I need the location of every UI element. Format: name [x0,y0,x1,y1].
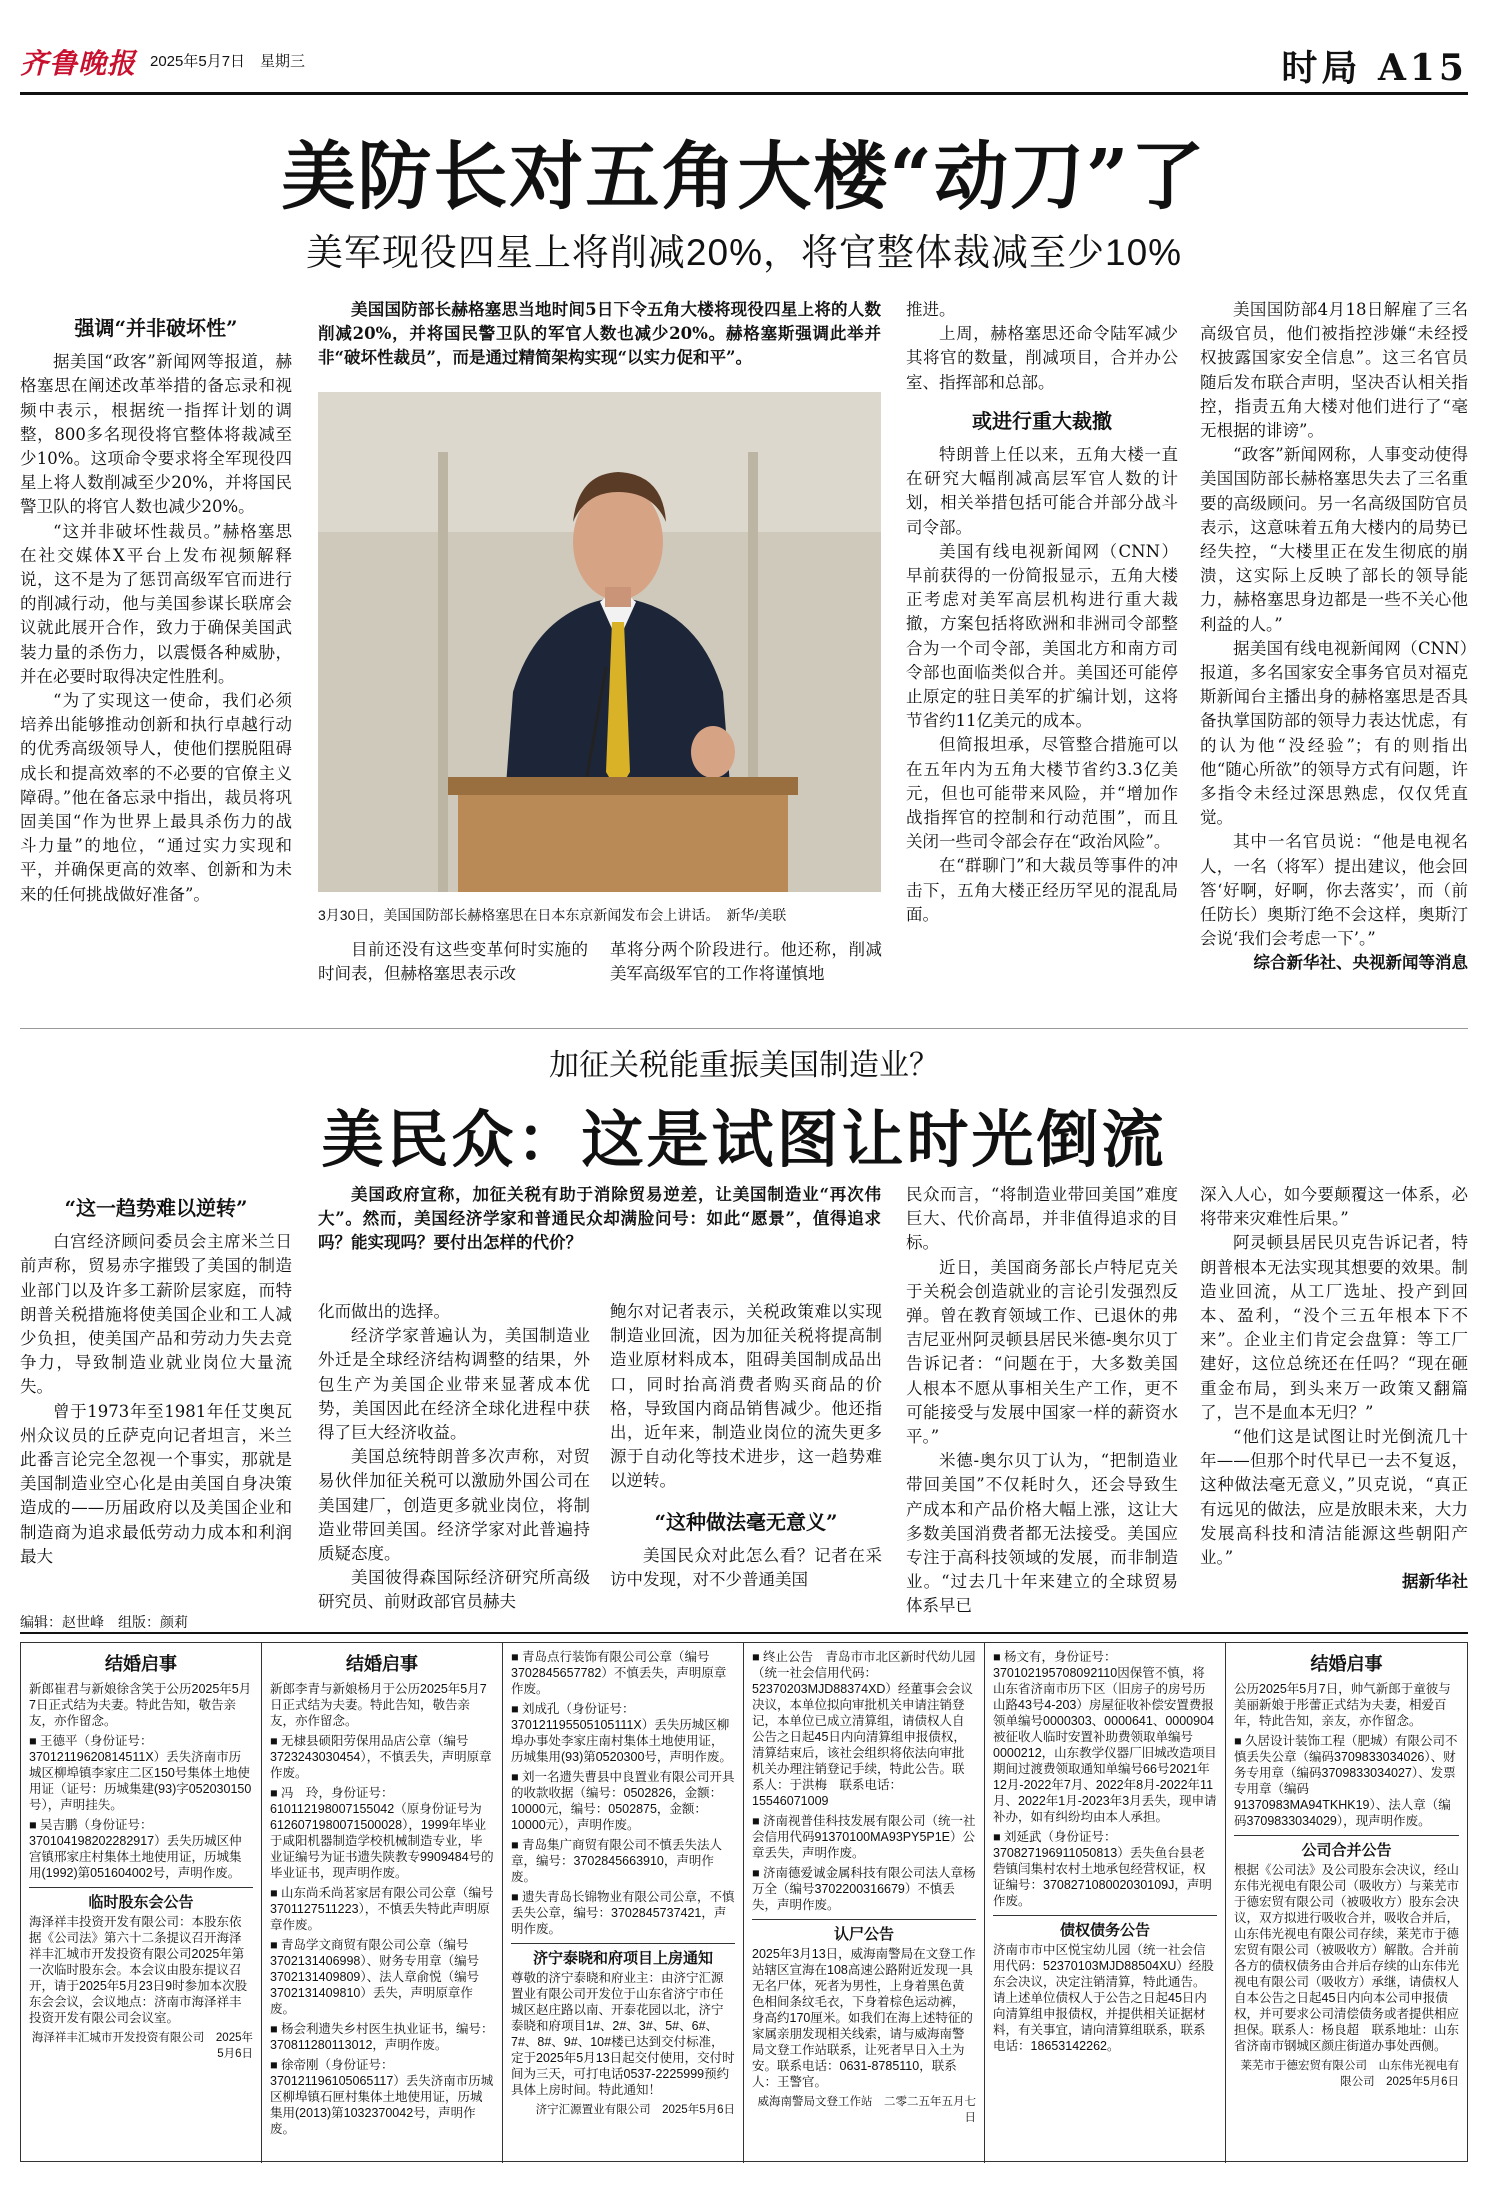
ad-item: ■ 终止公告 青岛市市北区新时代幼儿园（统一社会信用代码：52370203MJD88374XD）经董事会会议决议，本单位拟向审批机关申请注销登记，本单位已成立清算组，请债权人自公告之日起45日内向清算组申报债权，清算结束后，该社会组织将依法向审批机关办理注销登记手续，特此公告。联系人：于洪梅 联系电话：15546071009 [752,1650,976,1808]
ad-item: ■ 遗失青岛长锦物业有限公司公章，不慎丢失公章，编号：3702845737421，声明作废。 [511,1890,735,1936]
ad-title: 结婚启事 [1310,1654,1383,1675]
ad-item: ■ 山东尚禾尚茗家居有限公司公章（编号3701127511223），不慎丢失特此声明原章作废。 [270,1886,494,1932]
ad-signature: 济宁汇源置业有限公司 2025年5月6日 [535,2104,735,2116]
story2-headline: 美民众：这是试图让时光倒流 [321,1103,1167,1176]
editor-line: 编辑：赵世峰 组版：颜莉 [20,1614,188,1630]
ad-item: ■ 青岛学文商贸有限公司公章（编号3702131406998）、财务专用章（编号3702131409809）、法人章俞悦（编号3702131409810）丢失，声明原章作废。 [270,1938,480,2016]
ad-column-3 [503,1643,744,2163]
section-label: 时局 A15 [1281,47,1468,89]
story1-subheadline: 美军现役四星上将削减20%，将官整体裁减至少10% [305,232,1183,273]
paragraph: 革将分两个阶段进行。他还称，削减美军高级军官的工作将谨慎地 [610,940,882,984]
ad-signature: 莱芜市于德宏贸有限公司 山东伟光视电有限公司 2025年5月6日 [1240,2060,1459,2088]
ad-item: ■ 刘一名遗失曹县中良置业有限公司开具的收款收据（编号：0502826，金额：10000元，编号：0502875，金额：10000元），声明作废。 [511,1770,735,1832]
paragraph: 但简报坦承，尽管整合措施可以在五年内为五角大楼节省约3.3亿美元，但也可能带来风险，并“增加作战指挥官的控制和行动范围”，而且关闭一些司令部会存在“政治风险”。 [906,735,1178,852]
story1-column-4 [906,298,1178,927]
ad-item: ■ 杨会利遗失乡村医生执业证书，编号：370811280113012，声明作废。 [270,2022,494,2052]
ad-text: 新郎李青与新娘杨月于公历2025年5月7日正式结为夫妻。特此告知，敬告亲友，亦作留念。 [270,1682,487,1728]
paragraph: 米德-奥尔贝丁认为，“把制造业带回美国”不仅耗时久，还会导致生产成本和产品价格大幅上涨，这让大多数美国消费者都无法接受。美国应专注于高科技领域的发展，而非制造业。“过去几十年来建立的全球贸易体系早已 [906,1451,1178,1616]
paragraph: 美国彼得森国际经济研究所高级研究员、前财政部官员赫夫 [318,1568,590,1612]
paragraph: 据美国有线电视新闻网（CNN）报道，多名国家安全事务官员对福克斯新闻台主播出身的赫格塞思是否具备执掌国防部的领导力表达忧虑，有的认为他“没经验”；有的则指出他“随心所欲”的领导方式有问题，许多指令未经过深思熟虑，仅仅凭直觉。 [1200,638,1468,828]
story2-column-5 [1200,1183,1468,1594]
story1-lead: 美国国防部长赫格塞思当地时间5日下令五角大楼将现役四星上将的人数削减20%，并将国民警卫队的军官人数也减少20%。赫格塞斯强调此举并非“破坏性裁员”，而是通过精简架构实现“以实力促和平”。 [318,300,881,368]
ad-item: ■ 冯 玲，身份证号：610112198007155042（原身份证号为6126071980071500028），1999年毕业于咸阳机器制造学校机械制造专业，毕业证编号为证书遗失陕教专9909484号的毕业证书，现声明作废。 [270,1786,494,1880]
ad-signature: 威海南警局文登工作站 二零二五年五月七日 [757,2096,976,2124]
paragraph: 白宫经济顾问委员会主席米兰日前声称，贸易赤字摧毁了美国的制造业部门以及许多工薪阶层家庭，而特朗普关税措施将使美国企业和工人减少负担，使美国产品和劳动力失去竞争力，导致制造业就业岗位大量流失。 [20,1232,292,1397]
paragraph: 在“群聊门”和大裁员等事件的冲击下，五角大楼正经历罕见的混乱局面。 [906,856,1178,924]
newspaper-logo: 齐鲁晚报 [20,47,137,80]
story1-credit: 综合新华社、央视新闻等消息 [1253,953,1468,973]
ad-title: 结婚启事 [105,1654,177,1675]
story2-column-4 [906,1183,1178,1619]
story1-col4-subhead: 或进行重大裁撤 [972,408,1112,433]
story2-column-2 [318,1300,590,1615]
ad-item: ■ 刘成孔（身份证号：370121195505105111X）丢失历城区柳埠办事处李家庄南村集体土地使用证，历城集用(93)第0520300号，声明作废。 [511,1702,732,1764]
paragraph: 民众而言，“将制造业带回美国”难度巨大、代价高昂，并非值得追求的目标。 [906,1185,1178,1253]
ad-text: 尊敬的济宁泰晓和府业主：由济宁汇源置业有限公司开发位于山东省济宁市任城区赵庄路以南、开泰花园以北，济宁泰晓和府项目1#、2#、3#、5#、6#、7#、8#、9#、10#楼已达到交付标准，定于2025年5月13日起交付使用，交付时间为三天，可打电话0537-2225999预约具体上房时间。特此通知！ [511,1971,735,2097]
ad-text: 公历2025年5月7日，帅气新郎于童彼与美丽新娘于彤蕾正式结为夫妻，相爱百年，特此告知，亲友，亦作留念。 [1234,1682,1451,1728]
ad-title: 公司合并公告 [1234,1835,1459,1858]
story1-column-2-bottom [318,938,588,986]
ad-column-1 [21,1643,262,2163]
paragraph: 上周，赫格塞思还命令陆军减少其将官的数量，削减项目，合并办公室、指挥部和总部。 [906,324,1178,392]
ad-text: 济南市市中区悦宝幼儿园（统一社会信用代码：52370103MJD88504XU）经股东会决议，决定注销清算，特此通告。请上述单位债权人于公告之日起45日内向清算组申报债权，并提供相关证据材料，有关事宜，请向清算组联系，联系电话：18653142262。 [993,1943,1214,2053]
story2-kicker: 加征关税能重振美国制造业？ [549,1049,939,1082]
ad-title: 结婚启事 [346,1654,418,1675]
ad-item: ■ 吴吉鹏（身份证号：370104198202282917）丢失历城区仲宫镇邢家庄村集体土地使用证，历城集用(1992)第051604002号，声明作废。 [29,1818,242,1880]
paragraph: “政客”新闻网称，人事变动使得美国国防部长赫格塞思失去了三名重要的高级顾问。另一名高级国防官员表示，这意味着五角大楼内的局势已经失控，“大楼里正在发生彻底的崩溃，这实际上反映了部长的领导能力，赫格塞思身边都是一些不关心他利益的人。” [1200,445,1468,634]
ad-text: 根据《公司法》及公司股东会决议，经山东伟光视电有限公司（吸收方）与莱芜市于德宏贸有限公司（被吸收方）股东会决议，双方拟进行吸收合并，吸收合并后，山东伟光视电有限公司存续，莱芜市于德宏贸有限公司（被吸收方）解散。合并前各方的债权债务由合并后存续的山东伟光视电有限公司（吸收方）承继，请债权人自本公告之日起45日内向本公司申报债权，并可要求公司清偿债务或者提供相应担保。联系人：杨良超 联系地址：山东省济南市钢城区颜庄街道办事处西侧。 [1234,1863,1460,2053]
ads-rule [20,1632,1468,1634]
story1-column-1 [20,310,292,907]
story-divider [20,1028,1468,1029]
paragraph: 其中一名官员说：“他是电视名人，一名（将军）提出建议，他会回答‘好啊，好啊，你去落实’，而（前任防长）奥斯汀绝不会这样，奥斯汀会说‘我们会考虑一下’。” [1200,832,1468,949]
paragraph: 美国有线电视新闻网（CNN）早前获得的一份简报显示，五角大楼正考虑对美军高层机构进行重大裁撤，方案包括将欧洲和非洲司令部整合为一个司令部，美国北方和南方司令部也面临类似合并。美国还可能停止原定的驻日美军的扩编计划，这将节省约11亿美元的成本。 [906,541,1178,731]
story1-headline: 美防长对五角大楼“动刀”了 [281,134,1207,220]
ad-title: 济宁泰晓和府项目上房通知 [511,1943,735,1966]
classified-ads [20,1642,1468,2162]
ad-title: 债权债务公告 [993,1915,1217,1938]
paragraph: 经济学家普遍认为，美国制造业外迁是全球经济结构调整的结果，外包生产为美国企业带来显著成本优势，美国因此在经济全球化进程中获得了巨大经济收益。 [318,1326,590,1443]
story1-column-3-bottom [610,938,882,986]
paragraph: “为了实现这一使命，我们必须培养出能够推动创新和执行卓越行动的优秀高级领导人，使他们摆脱阻碍成长和提高效率的不必要的官僚主义障碍。”他在备忘录中指出，裁员将巩固美国“作为世界上最具杀伤力的战斗力量”的地位，“通过实力实现和平，并确保更高的效率、创新和为未来的任何挑战做好准备”。 [20,691,292,904]
paragraph: 目前还没有这些变革何时实施的时间表，但赫格塞思表示改 [318,940,588,984]
story2-lead: 美国政府宣称，加征关税有助于消除贸易逆差，让美国制造业“再次伟大”。然而，美国经济学家和普通民众却满脸问号：如此“愿景”，值得追求吗？能实现吗？要付出怎样的代价？ [318,1185,881,1253]
ad-item: ■ 刘延武（身份证号：370827196911050813）丢失鱼台县老砦镇闫集村农村土地承包经营权证，权证编号：370827108002030109J，声明作废。 [993,1830,1212,1908]
ad-column-4 [744,1643,985,2163]
ad-item: ■ 久居设计装饰工程（肥城）有限公司不慎丢失公章（编码3709833034026）、财务专用章（编码3709833034027）、发票专用章（编码91370983MA94TKHK19）、法人章（编码3709833034029），现声明作废。 [1234,1734,1458,1828]
ad-title: 认尸公告 [752,1919,976,1942]
story2-column-3 [610,1300,882,1592]
ad-item: ■ 徐帝刚（身份证号：370121196105065117）丢失济南市历城区柳埠镇石匣村集体土地使用证，历城集用(2013)第1032370042号，声明作废。 [270,2058,494,2136]
photo-caption: 3月30日，美国国防部长赫格塞思在日本东京新闻发布会上讲话。 新华/美联 [318,907,787,923]
ad-item: ■ 王德平（身份证号：37012119620814511X）丢失济南市历城区柳埠镇李家庄二区150号集体土地使用证（证号：历城集建(93)字052030150号），声明挂失。 [29,1734,252,1812]
story2-col3-subhead: “这种做法毫无意义” [654,1509,838,1534]
paragraph: 化而做出的选择。 [318,1302,450,1321]
paragraph: “他们这是试图让时光倒流几十年——但那个时代早已一去不复返，这种做法毫无意义，”贝克说，“真正有远见的做法，应是放眼未来，大力发展高科技和清洁能源这些朝阳产业。” [1200,1427,1468,1568]
story2-column-1 [20,1190,292,1569]
paragraph: 美国民众对此怎么看？记者在采访中发现，对不少普通美国 [610,1545,882,1590]
ad-column-2 [262,1643,503,2163]
ad-item: ■ 青岛点行装饰有限公司公章（编号3702845657782）不慎丢失，声明原章作废。 [511,1650,727,1696]
masthead [20,40,1468,90]
ad-item: ■ 济南视普佳科技发展有限公司（统一社会信用代码91370100MA93PY5P1E）公章丢失，声明作废。 [752,1814,976,1860]
ad-item: ■ 济南德爱诚金属科技有限公司法人章杨万全（编号3702200316679）不慎丢失，声明作废。 [752,1866,976,1912]
ad-item: ■ 无棣县硕阳劳保用品店公章（编号3723243030454），不慎丢失，声明原章作废。 [270,1734,492,1780]
news-photo-speaker-at-podium [318,392,881,892]
ad-item: ■ 杨文有，身份证号：370102195708092110因保管不慎，将山东省济南市历下区（旧房子的房号历山路43号4-203）房屋征收补偿安置费报领单编号0000303、0000641、0000904被征收人临时安置补助费领取单编号0000212，山东教学仪器厂旧城改造项目期间过渡费领取通知单编号66号2021年12月-2022年7月、2022年8月-2022年11月、2022年1月-2023年3月丢失，现申请补办，如有纠纷均由本人承担。 [993,1650,1217,1824]
story1-column-5 [1200,298,1468,976]
masthead-rule [20,92,1468,95]
ad-text: 新郎崔君与新娘徐含笑于公历2025年5月7日正式结为夫妻。特此告知，敬告亲友，亦作留念。 [29,1682,252,1728]
paragraph: 推进。 [906,300,956,319]
ad-item: ■ 青岛集广商贸有限公司不慎丢失法人章，编号：3702845663910，声明作废。 [511,1838,723,1884]
paragraph: 美国总统特朗普多次声称，对贸易伙伴加征关税可以激励外国公司在美国建厂，创造更多就业岗位，将制造业带回美国。经济学家对此普遍持质疑态度。 [318,1447,590,1564]
story2-col1-subhead: “这一趋势难以逆转” [64,1196,248,1220]
ad-title: 临时股东会公告 [29,1887,253,1910]
issue-date: 2025年5月7日 星期三 [150,53,306,70]
paragraph: 深入人心，如今要颠覆这一体系，必将带来灾难性后果。” [1200,1185,1468,1229]
story2-credit: 据新华社 [1402,1572,1468,1592]
ad-signature: 海泽祥丰汇城市开发投资有限公司 2025年5月6日 [31,2032,253,2060]
paragraph: “这并非破坏性裁员。”赫格塞思在社交媒体X平台上发布视频解释说，这不是为了惩罚高级军官而进行的削减行动，他与美国参谋长联席会议就此展开合作，致力于确保美国武装力量的杀伤力，以震慑各种威胁，并在必要时取得决定性胜利。 [20,521,292,686]
paragraph: 美国国防部4月18日解雇了三名高级官员，他们被指控涉嫌“未经授权披露国家安全信息”。这三名官员随后发布联合声明，坚决否认相关指控，指责五角大楼对他们进行了“毫无根据的诽谤”。 [1200,300,1468,441]
speaker-photo-illustration [318,392,881,892]
paragraph: 据美国“政客”新闻网等报道，赫格塞思在阐述改革举措的备忘录和视频中表示，根据统一指挥计划的调整，800多名现役将官整体将裁减至少10%。这项命令要求将全军现役四星上将人数削减至少20%，并将国民警卫队的将官人数也减少20%。 [20,352,292,517]
ad-text: 2025年3月13日，威海南警局在文登工作站辖区宣海在108高速公路附近发现一具无名尸体，死者为男性，上身着黑色黄色相间条纹毛衣，下身着棕色运动裤，身高约170厘米。如我们在海上述特征的家属亲朋发现相关线索，请与威海南警局文登工作站联系，让死者早日入土为安。联系电话：0631-8785110，联系人：王警官。 [752,1947,976,2089]
paragraph: 鲍尔对记者表示，关税政策难以实现制造业回流，因为加征关税将提高制造业原材料成本，阻碍美国制成品出口，同时抬高消费者购买商品的价格，导致国内商品销售减少。他还指出，近年来，制造业岗位的流失更多源于自动化等技术进步，这一趋势难以逆转。 [610,1302,882,1491]
ad-column-6 [1226,1643,1467,2163]
story1-col1-subhead: 强调“并非破坏性” [74,316,238,340]
paragraph: 阿灵顿县居民贝克告诉记者，特朗普根本无法实现其想要的效果。制造业回流，从工厂选址、投产到回本、盈利，“没个三五年根本下不来”。企业主们肯定会盘算：等工厂建好，这位总统还在任吗？“现在砸重金布局，到头来万一政策又翻篇了，岂不是血本无归？” [1200,1233,1468,1422]
paragraph: 近日，美国商务部长卢特尼克关于关税会创造就业的言论引发强烈反弹。曾在教育领域工作、已退休的弗吉尼亚州阿灵顿县居民米德-奥尔贝丁告诉记者：“问题在于，大多数美国人根本不愿从事相关生产工作，更不可能接受与发展中国家一样的薪资水平。” [906,1257,1178,1447]
paragraph: 特朗普上任以来，五角大楼一直在研究大幅削减高层军官人数的计划，相关举措包括可能合并部分战斗司令部。 [906,445,1178,537]
ad-text: 海泽祥丰投资开发有限公司：本股东依据《公司法》第六十二条提议召开海泽祥丰汇城市开发投资有限公司2025年第一次临时股东会。本会议由股东提议召开，请于2025年5月23日9时参加本次股东会会议，会议地点：济南市海泽祥丰投资开发有限公司会议室。 [29,1915,248,2025]
paragraph: 曾于1973年至1981年任艾奥瓦州众议员的丘萨克向记者坦言，米兰此番言论完全忽视一个事实，那就是美国制造业空心化是由美国自身决策造成的——历届政府以及美国企业和制造商为追求最低劳动力成本和利润最大 [20,1401,292,1566]
ad-column-5 [985,1643,1226,2163]
